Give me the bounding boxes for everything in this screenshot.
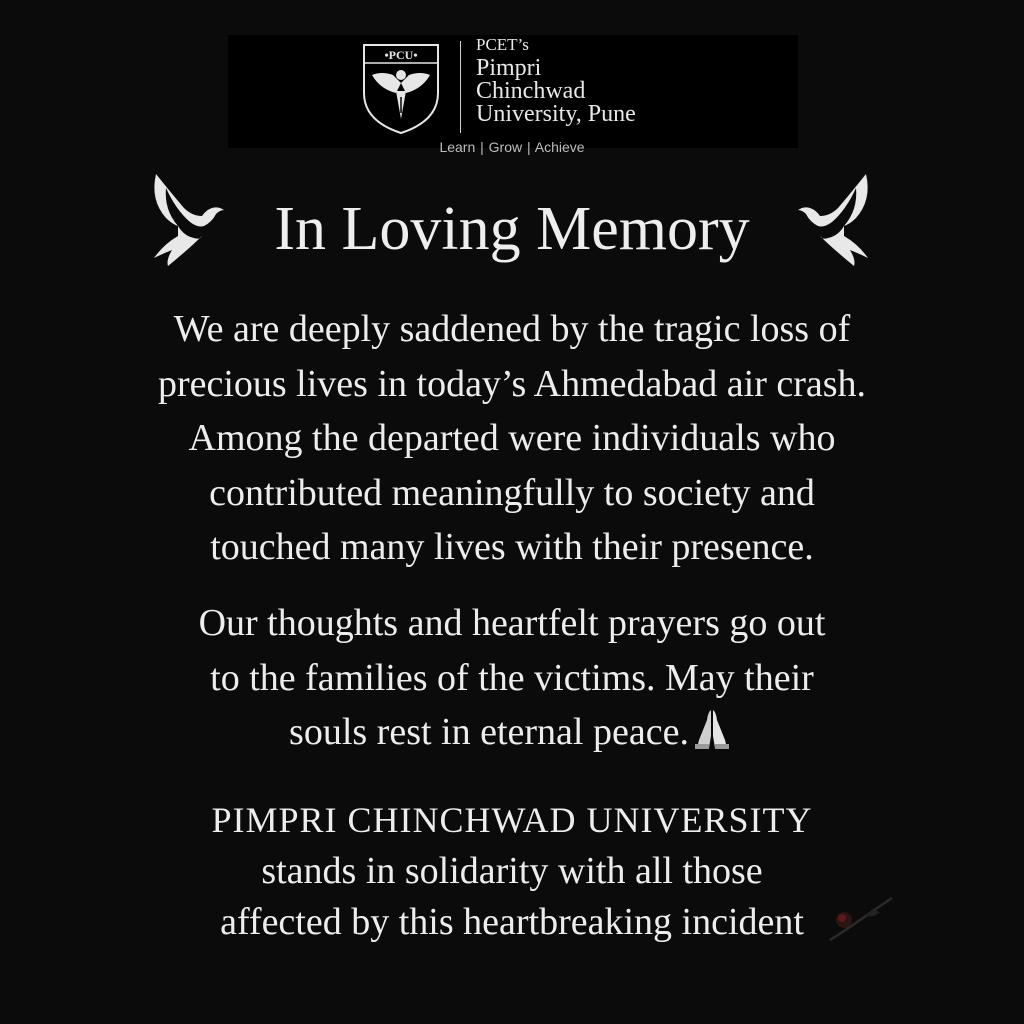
folded-hands-icon — [689, 706, 735, 750]
university-logo — [228, 35, 798, 148]
dove-icon — [798, 170, 876, 270]
paragraph-line: contributed meaningfully to society and — [209, 471, 815, 514]
paragraph-line: to the families of the victims. May their — [210, 656, 814, 699]
logo-name-line-3: University, Pune — [476, 101, 636, 127]
paragraph-line: Our thoughts and heartfelt prayers go out — [198, 602, 826, 644]
logo-tagline: Learn | Grow | Achieve — [439, 139, 585, 155]
logo-divider — [460, 41, 461, 133]
page-heading: In Loving Memory — [274, 195, 750, 263]
logo-name-line-1: Pimpri — [476, 55, 542, 81]
logo-name-line-2: Chinchwad — [476, 78, 586, 104]
paragraph-line: stands in solidarity with all those — [261, 850, 763, 892]
prayers-paragraph — [60, 596, 964, 760]
paragraph-line-text: souls rest in eternal peace. — [289, 711, 689, 753]
logo-text — [476, 33, 636, 126]
rose-icon — [826, 890, 898, 946]
tribute-paragraph — [60, 302, 964, 575]
paragraph-line — [60, 705, 964, 760]
paragraph-line: Among the departed were individuals who — [188, 417, 836, 459]
crest-text: •PCU• — [384, 48, 418, 62]
paragraph-line: We are deeply saddened by the tragic loss of — [173, 308, 851, 350]
paragraph-line: affected by this heartbreaking incident — [220, 901, 804, 943]
paragraph-line: precious lives in today’s Ahmedabad air crash. — [157, 362, 867, 405]
paragraph-line: touched many lives with their presence. — [210, 526, 814, 568]
pcu-crest-icon — [360, 41, 442, 135]
logo-pcet: PCET’s — [476, 35, 529, 54]
university-name-caps: PIMPRI CHINCHWAD UNIVERSITY — [211, 800, 813, 840]
